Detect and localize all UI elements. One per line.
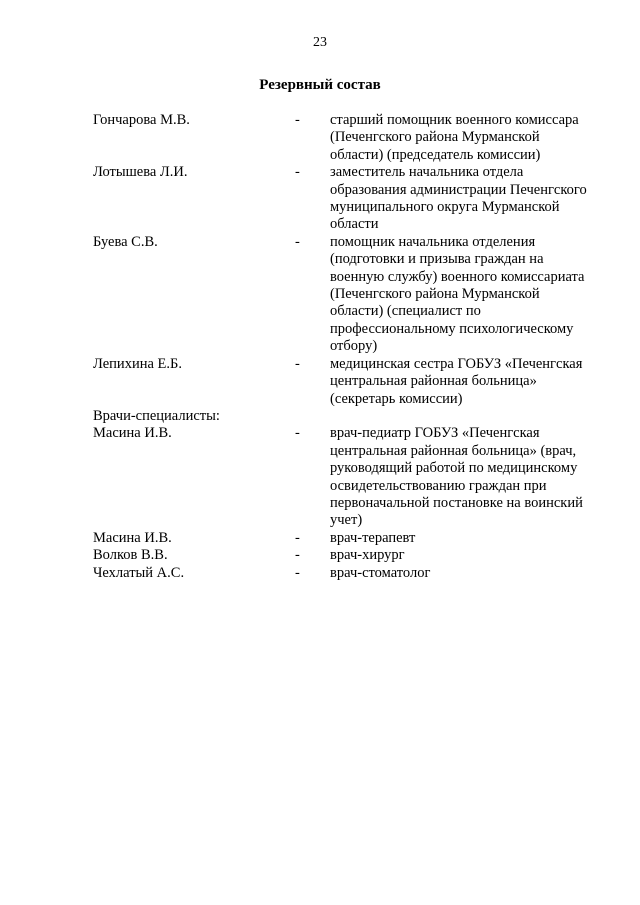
specialist-role xyxy=(330,565,605,582)
role-line: (секретарь комиссии) xyxy=(330,390,463,407)
role-line: военную службу) военного комиссариата xyxy=(330,268,585,285)
role-line: области xyxy=(330,216,379,233)
role-line: врач-хирург xyxy=(330,547,405,564)
dash: - xyxy=(295,164,300,181)
role-line: медицинская сестра ГОБУЗ «Печенгская xyxy=(330,355,583,372)
role-line: заместитель начальника отдела xyxy=(330,164,524,181)
dash: - xyxy=(295,355,300,372)
specialist-row xyxy=(93,565,613,582)
member-role xyxy=(330,234,605,356)
specialist-row xyxy=(93,547,613,564)
specialist-role xyxy=(330,425,605,529)
role-line: врач-стоматолог xyxy=(330,564,431,581)
dash: - xyxy=(295,529,300,546)
specialist-role xyxy=(330,547,605,564)
member-role xyxy=(330,164,605,234)
member-name: Лотышева Л.И. xyxy=(93,164,188,181)
role-line: отбору) xyxy=(330,338,378,355)
member-list xyxy=(93,112,613,582)
role-line: освидетельствованию граждан при xyxy=(330,477,547,494)
role-line: учет) xyxy=(330,512,363,529)
role-line: образования администрации Печенгского xyxy=(330,181,587,198)
member-row xyxy=(93,356,613,408)
specialist-name: Чехлатый А.С. xyxy=(93,564,185,581)
member-role xyxy=(330,112,605,164)
member-row xyxy=(93,164,613,234)
specialists-heading: Врачи-специалисты: xyxy=(93,407,220,424)
member-role xyxy=(330,356,605,408)
specialist-name: Волков В.В. xyxy=(93,547,168,564)
role-line: руководящий работой по медицинскому xyxy=(330,460,578,477)
role-line: центральная районная больница» (врач, xyxy=(330,442,577,459)
dash: - xyxy=(295,547,300,564)
dash: - xyxy=(295,425,300,442)
role-line: старший помощник военного комиссара xyxy=(330,112,579,128)
specialist-name: Масина И.В. xyxy=(93,425,172,442)
specialist-name: Масина И.В. xyxy=(93,529,172,546)
role-line: (Печенгского района Мурманской xyxy=(330,286,540,303)
dash: - xyxy=(295,112,300,128)
member-name: Лепихина Е.Б. xyxy=(93,355,182,372)
member-row xyxy=(93,112,613,164)
role-line: центральная районная больница» xyxy=(330,373,537,390)
specialist-row xyxy=(93,530,613,547)
role-line: первоначальной постановке на воинский xyxy=(330,494,583,511)
specialist-row xyxy=(93,425,613,529)
dash: - xyxy=(295,564,300,581)
specialist-role xyxy=(330,530,605,547)
dash: - xyxy=(295,233,300,250)
role-line: области) (председатель комиссии) xyxy=(330,146,541,163)
role-line: муниципального округа Мурманской xyxy=(330,199,560,216)
role-line: области) (специалист по xyxy=(330,303,481,320)
role-line: помощник начальника отделения xyxy=(330,233,536,250)
member-name: Буева С.В. xyxy=(93,233,158,250)
member-name: Гончарова М.В. xyxy=(93,112,190,128)
section-title: Резервный состав xyxy=(259,77,381,93)
page-number: 23 xyxy=(313,35,327,50)
role-line: (подготовки и призыва граждан на xyxy=(330,251,544,268)
role-line: врач-терапевт xyxy=(330,529,416,546)
member-row xyxy=(93,234,613,356)
role-line: врач-педиатр ГОБУЗ «Печенгская xyxy=(330,425,540,442)
role-line: (Печенгского района Мурманской xyxy=(330,129,540,146)
role-line: профессиональному психологическому xyxy=(330,320,574,337)
